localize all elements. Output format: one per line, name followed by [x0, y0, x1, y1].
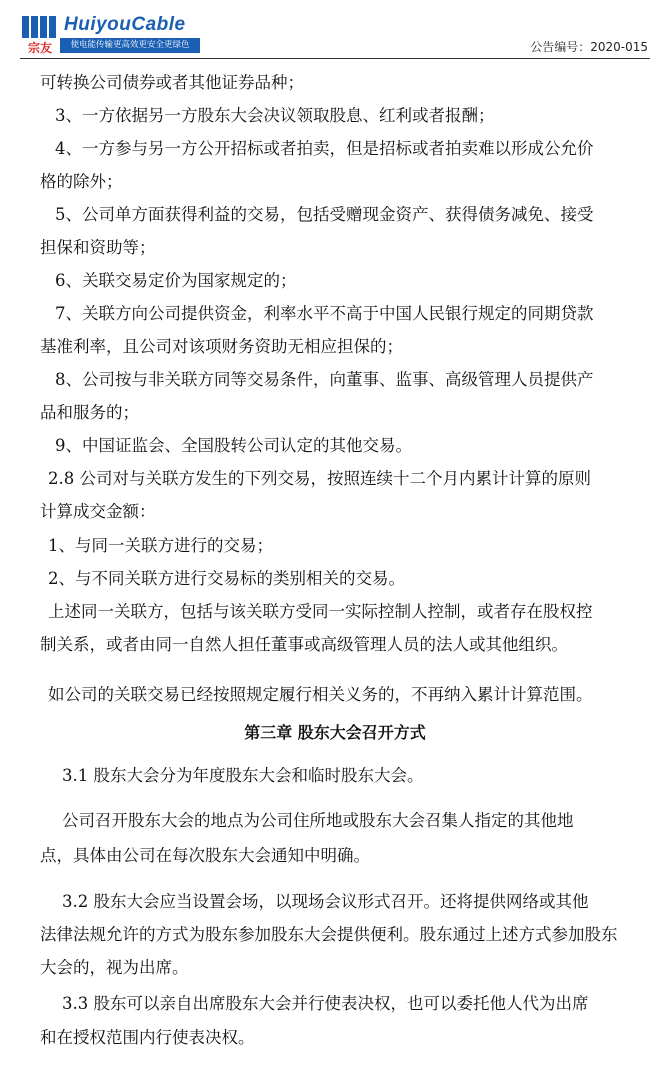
- page-header: [0, 0, 670, 64]
- text-line: 可转换公司债券或者其他证券品种；: [40, 73, 304, 92]
- chapter-heading: 第三章 股东大会召开方式: [244, 723, 426, 742]
- text-line: 7、关联方向公司提供资金，利率水平不高于中国人民银行规定的同期贷款: [55, 304, 594, 323]
- text-line: 大会的，视为出席。: [40, 958, 189, 977]
- text-line: 计算成交金额：: [40, 502, 156, 521]
- text-line: 如公司的关联交易已经按照规定履行相关义务的，不再纳入累计计算范围。: [48, 685, 593, 704]
- text-line: 3、一方依据另一方股东大会决议领取股息、红利或者报酬；: [55, 106, 495, 125]
- text-line: 点，具体由公司在每次股东大会通知中明确。: [40, 846, 370, 865]
- text-line: 制关系，或者由同一自然人担任董事或高级管理人员的法人或其他组织。: [40, 635, 568, 654]
- text-line: 公司召开股东大会的地点为公司住所地或股东大会召集人指定的其他地: [62, 811, 574, 830]
- text-line: 3.3 股东可以亲自出席股东大会并行使表决权，也可以委托他人代为出席: [62, 994, 589, 1013]
- text-line: 3.1 股东大会分为年度股东大会和临时股东大会。: [62, 766, 424, 785]
- company-logo: [20, 14, 190, 54]
- text-line: 基准利率，且公司对该项财务资助无相应担保的；: [40, 337, 403, 356]
- text-line: 2.8 公司对与关联方发生的下列交易，按照连续十二个月内累计计算的原则: [48, 469, 591, 488]
- text-line: 和在授权范围内行使表决权。: [40, 1028, 255, 1047]
- text-line: 6、关联交易定价为国家规定的；: [55, 271, 297, 290]
- text-line: 9、中国证监会、全国股转公司认定的其他交易。: [55, 436, 412, 455]
- announcement-number: 公告编号：2020-015: [530, 40, 648, 54]
- logo-tagline: 使电能传输更高效更安全更绿色: [60, 38, 200, 53]
- text-line: 上述同一关联方，包括与该关联方受同一实际控制人控制，或者存在股权控: [48, 602, 593, 621]
- text-line: 5、公司单方面获得利益的交易，包括受赠现金资产、获得债务减免、接受: [55, 205, 594, 224]
- text-line: 法律法规允许的方式为股东参加股东大会提供便利。股东通过上述方式参加股东: [40, 925, 618, 944]
- logo-mark-icon: [20, 14, 60, 54]
- text-line: 4、一方参与另一方公开招标或者拍卖，但是招标或者拍卖难以形成公允价: [55, 139, 594, 158]
- header-divider: [20, 58, 650, 59]
- text-line: 品和服务的；: [40, 403, 139, 422]
- logo-cn: 宗友: [27, 41, 53, 54]
- text-line: 3.2 股东大会应当设置会场，以现场会议形式召开。还将提供网络或其他: [62, 892, 589, 911]
- text-line: 担保和资助等；: [40, 238, 156, 257]
- text-line: 8、公司按与非关联方同等交易条件，向董事、监事、高级管理人员提供产: [55, 370, 594, 389]
- logo-text: HuiyouCable: [64, 14, 186, 35]
- text-line: 1、与同一关联方进行的交易；: [48, 536, 273, 555]
- text-line: 格的除外；: [40, 172, 123, 191]
- text-line: 2、与不同关联方进行交易标的类别相关的交易。: [48, 569, 405, 588]
